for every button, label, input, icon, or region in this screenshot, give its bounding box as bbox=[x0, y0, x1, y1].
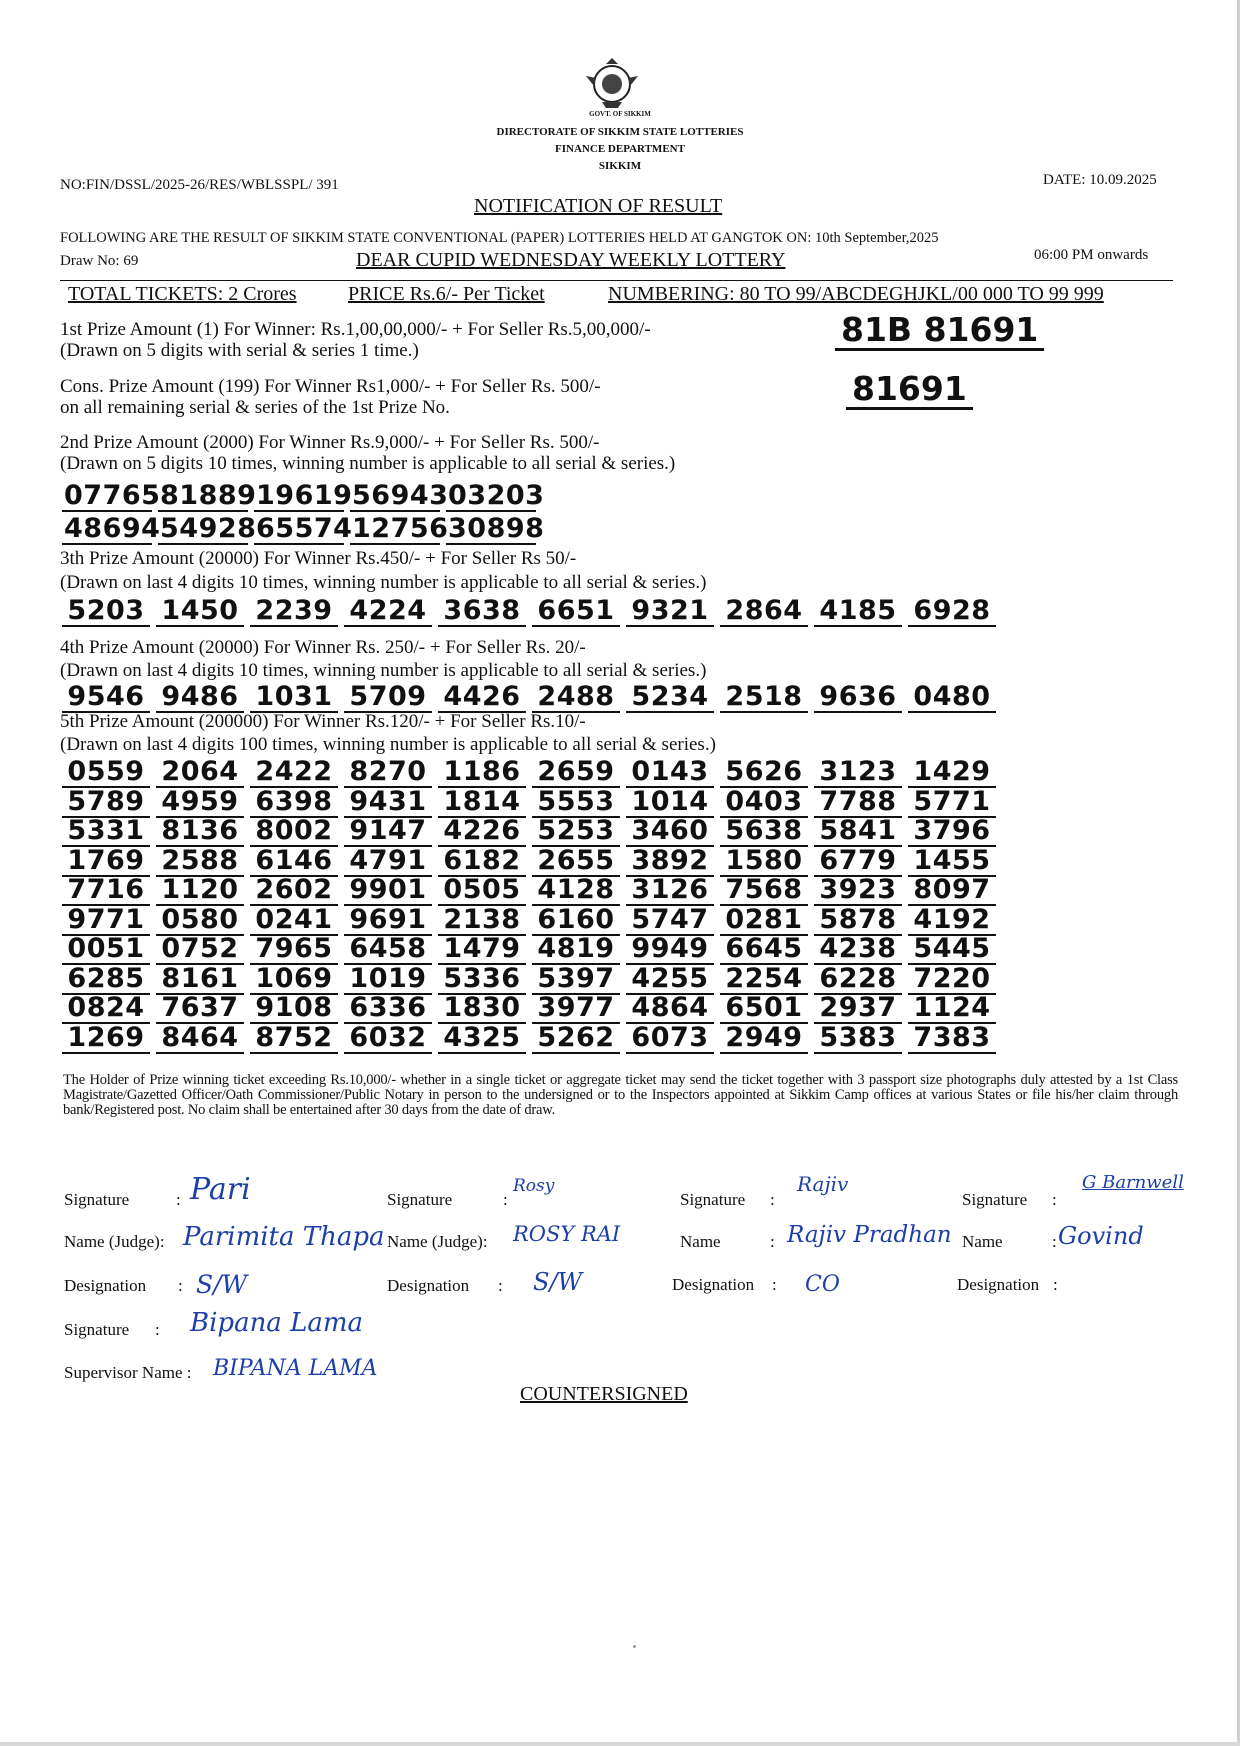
prize-number: 5445 bbox=[908, 935, 996, 965]
total-tickets: TOTAL TICKETS: 2 Crores bbox=[68, 283, 297, 305]
supervisor-signature: Bipana Lama bbox=[190, 1308, 363, 1338]
prize-number: 3977 bbox=[532, 994, 620, 1024]
prize-number: 1031 bbox=[250, 683, 338, 713]
prize-number: 4791 bbox=[344, 847, 432, 877]
claim-notice: The Holder of Prize winning ticket exceeding Rs.10,000/- whether in a single ticket or aggregate ticket may send the ticket together with 3 passport size photographs duly attested by a 1st Class Magistrate/Gazetted Officer/Oath Commissioner/Public Notary in person to the undersigned or to the Inspectors appointed at Sikkim Camp offices at various States or file his/her claim through bank/Registered post. No claim shall be entertained after 30 days from the date of draw. bbox=[63, 1072, 1178, 1118]
fifth-prize-row bbox=[62, 994, 996, 1024]
supervisor-name: BIPANA LAMA bbox=[213, 1356, 378, 1381]
prize-number: 4226 bbox=[438, 817, 526, 847]
prize-number: 0480 bbox=[908, 683, 996, 713]
prize-number: 5253 bbox=[532, 817, 620, 847]
prize-number: 2602 bbox=[250, 876, 338, 906]
prize-number: 12756 bbox=[352, 513, 449, 544]
signature-label: Signature bbox=[962, 1190, 1028, 1209]
draw-time: 06:00 PM onwards bbox=[1034, 247, 1149, 263]
prize-number: 5336 bbox=[438, 965, 526, 995]
prize-number: 6285 bbox=[62, 965, 150, 995]
name-label: Name bbox=[680, 1232, 721, 1251]
cons-prize-line-1: Cons. Prize Amount (199) For Winner Rs1,000/- + For Seller Rs. 500/- bbox=[60, 376, 601, 397]
emblem-caption: GOVT. OF SIKKIM bbox=[589, 110, 651, 118]
prize-number: 2138 bbox=[438, 906, 526, 936]
prize-number: 4819 bbox=[532, 935, 620, 965]
prize-number: 1769 bbox=[62, 847, 150, 877]
prize-number: 2864 bbox=[720, 597, 808, 627]
prize-number: 6458 bbox=[344, 935, 432, 965]
prize-number: 2659 bbox=[532, 758, 620, 788]
name-judge-label: Name (Judge): bbox=[64, 1232, 165, 1251]
prize-number: 4238 bbox=[814, 935, 902, 965]
designation-label: Designation bbox=[957, 1275, 1040, 1294]
prize-number: 0281 bbox=[720, 906, 808, 936]
prize-number: 8464 bbox=[156, 1024, 244, 1054]
prize-number: 30898 bbox=[448, 513, 545, 544]
signature-official-4: G Barnwell bbox=[1082, 1172, 1184, 1193]
name-judge-label: Name (Judge): bbox=[387, 1232, 488, 1251]
fifth-prize-row bbox=[62, 817, 996, 847]
prize-number: 5638 bbox=[720, 817, 808, 847]
official-3-designation: CO bbox=[805, 1272, 840, 1297]
prize-number: 2488 bbox=[532, 683, 620, 713]
fourth-prize-line-1: 4th Prize Amount (20000) For Winner Rs. 250/- + For Seller Rs. 20/- bbox=[60, 637, 586, 658]
prize-number: 9901 bbox=[344, 876, 432, 906]
page-title: NOTIFICATION OF RESULT bbox=[474, 195, 723, 217]
prize-number: 6645 bbox=[720, 935, 808, 965]
prize-number: 4426 bbox=[438, 683, 526, 713]
prize-number: 1580 bbox=[720, 847, 808, 877]
prize-number: 6073 bbox=[626, 1024, 714, 1054]
prize-number: 5841 bbox=[814, 817, 902, 847]
prize-number: 2588 bbox=[156, 847, 244, 877]
signature-official-3: Rajiv bbox=[797, 1172, 849, 1196]
fifth-prize-row bbox=[62, 1021, 996, 1054]
prize-number: 9546 bbox=[62, 683, 150, 713]
prize-number: 3123 bbox=[814, 758, 902, 788]
prize-number: 6182 bbox=[438, 847, 526, 877]
prize-number: 5789 bbox=[62, 788, 150, 818]
prize-number: 5709 bbox=[344, 683, 432, 713]
prize-number: 6336 bbox=[344, 994, 432, 1024]
prize-number: 1479 bbox=[438, 935, 526, 965]
prize-number: 7220 bbox=[908, 965, 996, 995]
prize-number: 4325 bbox=[438, 1024, 526, 1054]
signature-label: Signature bbox=[387, 1190, 453, 1209]
prize-number: 6146 bbox=[250, 847, 338, 877]
prize-number: 1830 bbox=[438, 994, 526, 1024]
official-4-name: Govind bbox=[1058, 1222, 1144, 1250]
prize-number: 1014 bbox=[626, 788, 714, 818]
prize-number: 03203 bbox=[448, 480, 545, 511]
judge-2-name: ROSY RAI bbox=[513, 1222, 621, 1246]
prize-number: 2422 bbox=[250, 758, 338, 788]
prize-number: 0241 bbox=[250, 906, 338, 936]
prize-number: 6651 bbox=[532, 597, 620, 627]
prize-number: 7383 bbox=[908, 1024, 996, 1054]
prize-number: 1814 bbox=[438, 788, 526, 818]
prize-number: 4128 bbox=[532, 876, 620, 906]
prize-number: 5771 bbox=[908, 788, 996, 818]
notification-date: DATE: 10.09.2025 bbox=[1043, 172, 1157, 188]
fourth-prize-line-2: (Drawn on last 4 digits 10 times, winning number is applicable to all serial & series.) bbox=[60, 660, 707, 681]
signature-label: Signature bbox=[64, 1190, 130, 1209]
prize-number: 4959 bbox=[156, 788, 244, 818]
prize-number: 7788 bbox=[814, 788, 902, 818]
prize-number: 0143 bbox=[626, 758, 714, 788]
signature-judge-1: Pari bbox=[190, 1172, 251, 1207]
prize-number: 5397 bbox=[532, 965, 620, 995]
lottery-name: DEAR CUPID WEDNESDAY WEEKLY LOTTERY bbox=[356, 249, 786, 271]
judge-2-designation: S/W bbox=[533, 1268, 583, 1296]
first-prize-line-2: (Drawn on 5 digits with serial & series 1 time.) bbox=[60, 340, 419, 361]
prize-number: 1186 bbox=[438, 758, 526, 788]
fourth-prize-row bbox=[62, 683, 996, 713]
prize-number: 9108 bbox=[250, 994, 338, 1024]
designation-label: Designation bbox=[64, 1276, 147, 1295]
fifth-prize-row bbox=[62, 903, 996, 936]
fifth-prize-row bbox=[62, 935, 996, 965]
first-prize-line-1: 1st Prize Amount (1) For Winner: Rs.1,00,00,000/- + For Seller Rs.5,00,000/- bbox=[60, 319, 651, 340]
prize-number: 2064 bbox=[156, 758, 244, 788]
prize-number: 1429 bbox=[908, 758, 996, 788]
prize-number: 0824 bbox=[62, 994, 150, 1024]
second-prize-line-2: (Drawn on 5 digits 10 times, winning number is applicable to all serial & series.) bbox=[60, 453, 676, 474]
prize-number: 4192 bbox=[908, 906, 996, 936]
prize-number: 0580 bbox=[156, 906, 244, 936]
prize-number: 4255 bbox=[626, 965, 714, 995]
second-prize-row-2 bbox=[62, 513, 545, 545]
prize-number: 6032 bbox=[344, 1024, 432, 1054]
divider bbox=[60, 280, 1173, 281]
prize-number: 0505 bbox=[438, 876, 526, 906]
fifth-prize-row bbox=[62, 962, 996, 995]
prize-number: 48694 bbox=[64, 513, 161, 544]
scan-dot bbox=[633, 1645, 636, 1648]
prize-number: 2518 bbox=[720, 683, 808, 713]
prize-number: 1069 bbox=[250, 965, 338, 995]
prize-number: 5878 bbox=[814, 906, 902, 936]
prize-number: 0403 bbox=[720, 788, 808, 818]
prize-number: 81889 bbox=[160, 480, 257, 511]
prize-number: 5203 bbox=[62, 597, 150, 627]
prize-number: 5234 bbox=[626, 683, 714, 713]
prize-number: 1269 bbox=[62, 1024, 150, 1054]
scan-edge bbox=[0, 1742, 1240, 1746]
prize-number: 3638 bbox=[438, 597, 526, 627]
prize-number: 0559 bbox=[62, 758, 150, 788]
prize-number: 5383 bbox=[814, 1024, 902, 1054]
prize-number: 3892 bbox=[626, 847, 714, 877]
prize-number: 5553 bbox=[532, 788, 620, 818]
prize-number: 5331 bbox=[62, 817, 150, 847]
prize-number: 1019 bbox=[344, 965, 432, 995]
fifth-prize-line-1: 5th Prize Amount (200000) For Winner Rs.120/- + For Seller Rs.10/- bbox=[60, 711, 586, 732]
header-line-3: SIKKIM bbox=[598, 160, 642, 172]
prize-number: 7716 bbox=[62, 876, 150, 906]
prize-number: 5262 bbox=[532, 1024, 620, 1054]
prize-number: 6398 bbox=[250, 788, 338, 818]
reference-number: NO:FIN/DSSL/2025-26/RES/WBLSSPL/ 391 bbox=[60, 177, 339, 193]
prize-number: 4864 bbox=[626, 994, 714, 1024]
prize-number: 6928 bbox=[908, 597, 996, 627]
prize-number: 8161 bbox=[156, 965, 244, 995]
state-emblem-icon bbox=[584, 56, 640, 112]
prize-number: 8136 bbox=[156, 817, 244, 847]
prize-number: 7637 bbox=[156, 994, 244, 1024]
cons-prize-line-2: on all remaining serial & series of the 1st Prize No. bbox=[60, 397, 450, 418]
second-prize-row-1 bbox=[62, 480, 545, 512]
prize-number: 1450 bbox=[156, 597, 244, 627]
official-3-name: Rajiv Pradhan bbox=[787, 1222, 952, 1248]
prize-number: 5747 bbox=[626, 906, 714, 936]
ticket-price: PRICE Rs.6/- Per Ticket bbox=[348, 283, 545, 305]
prize-number: 9691 bbox=[344, 906, 432, 936]
prize-number: 6228 bbox=[814, 965, 902, 995]
prize-number: 9636 bbox=[814, 683, 902, 713]
supervisor-label: Supervisor Name : bbox=[64, 1363, 192, 1382]
designation-label: Designation bbox=[387, 1276, 470, 1295]
prize-number: 1120 bbox=[156, 876, 244, 906]
prize-number: 65574 bbox=[256, 513, 353, 544]
draw-number: Draw No: 69 bbox=[60, 253, 139, 269]
prize-number: 9771 bbox=[62, 906, 150, 936]
prize-number: 1124 bbox=[908, 994, 996, 1024]
prize-number: 8270 bbox=[344, 758, 432, 788]
third-prize-row bbox=[62, 597, 996, 627]
designation-label: Designation bbox=[672, 1275, 755, 1294]
result-intro: FOLLOWING ARE THE RESULT OF SIKKIM STATE CONVENTIONAL (PAPER) LOTTERIES HELD AT GANGTOK ON: 10th September,2025 bbox=[60, 230, 939, 246]
prize-number: 3923 bbox=[814, 876, 902, 906]
prize-number: 6501 bbox=[720, 994, 808, 1024]
third-prize-line-2: (Drawn on last 4 digits 10 times, winning number is applicable to all serial & series.) bbox=[60, 572, 707, 593]
prize-number: 19619 bbox=[256, 480, 353, 511]
countersigned-label: COUNTERSIGNED bbox=[520, 1383, 688, 1405]
prize-number: 9486 bbox=[156, 683, 244, 713]
prize-number: 8002 bbox=[250, 817, 338, 847]
prize-number: 5626 bbox=[720, 758, 808, 788]
name-label: Name bbox=[962, 1232, 1003, 1251]
prize-number: 2655 bbox=[532, 847, 620, 877]
prize-number: 8752 bbox=[250, 1024, 338, 1054]
fifth-prize-row bbox=[62, 844, 996, 877]
fifth-prize-row bbox=[62, 876, 996, 906]
prize-number: 4224 bbox=[344, 597, 432, 627]
prize-number: 3460 bbox=[626, 817, 714, 847]
prize-number: 2254 bbox=[720, 965, 808, 995]
signature-label: Signature bbox=[64, 1320, 130, 1339]
prize-number: 6160 bbox=[532, 906, 620, 936]
prize-number: 7965 bbox=[250, 935, 338, 965]
prize-number: 1455 bbox=[908, 847, 996, 877]
prize-number: 07765 bbox=[64, 480, 161, 511]
prize-number: 54928 bbox=[160, 513, 257, 544]
prize-number: 3126 bbox=[626, 876, 714, 906]
signature-label: Signature bbox=[680, 1190, 746, 1209]
fifth-prize-row bbox=[62, 758, 996, 788]
prize-number: 9147 bbox=[344, 817, 432, 847]
first-prize-number: 81B 81691 bbox=[835, 312, 1044, 351]
prize-number: 2937 bbox=[814, 994, 902, 1024]
header-line-1: DIRECTORATE OF SIKKIM STATE LOTTERIES bbox=[496, 126, 744, 138]
prize-number: 3796 bbox=[908, 817, 996, 847]
fifth-prize-row bbox=[62, 785, 996, 818]
prize-number: 9949 bbox=[626, 935, 714, 965]
header-line-2: FINANCE DEPARTMENT bbox=[555, 143, 685, 155]
judge-1-designation: S/W bbox=[196, 1270, 248, 1299]
prize-number: 6779 bbox=[814, 847, 902, 877]
signature-judge-2: Rosy bbox=[513, 1176, 555, 1196]
prize-number: 4185 bbox=[814, 597, 902, 627]
fifth-prize-line-2: (Drawn on last 4 digits 100 times, winning number is applicable to all serial & series.) bbox=[60, 734, 716, 755]
prize-number: 56943 bbox=[352, 480, 449, 511]
prize-number: 0752 bbox=[156, 935, 244, 965]
prize-number: 2949 bbox=[720, 1024, 808, 1054]
fifth-prize-grid bbox=[0, 758, 1240, 1058]
prize-number: 8097 bbox=[908, 876, 996, 906]
prize-number: 9431 bbox=[344, 788, 432, 818]
third-prize-line-1: 3th Prize Amount (20000) For Winner Rs.450/- + For Seller Rs 50/- bbox=[60, 548, 577, 569]
ticket-info-bar bbox=[0, 283, 1240, 311]
prize-number: 2239 bbox=[250, 597, 338, 627]
ticket-numbering: NUMBERING: 80 TO 99/ABCDEGHJKL/00 000 TO 99 999 bbox=[608, 283, 1104, 305]
prize-number: 9321 bbox=[626, 597, 714, 627]
second-prize-line-1: 2nd Prize Amount (2000) For Winner Rs.9,000/- + For Seller Rs. 500/- bbox=[60, 432, 600, 453]
cons-prize-number: 81691 bbox=[846, 371, 973, 410]
prize-number: 0051 bbox=[62, 935, 150, 965]
prize-number: 7568 bbox=[720, 876, 808, 906]
judge-1-name: Parimita Thapa bbox=[183, 1222, 385, 1252]
